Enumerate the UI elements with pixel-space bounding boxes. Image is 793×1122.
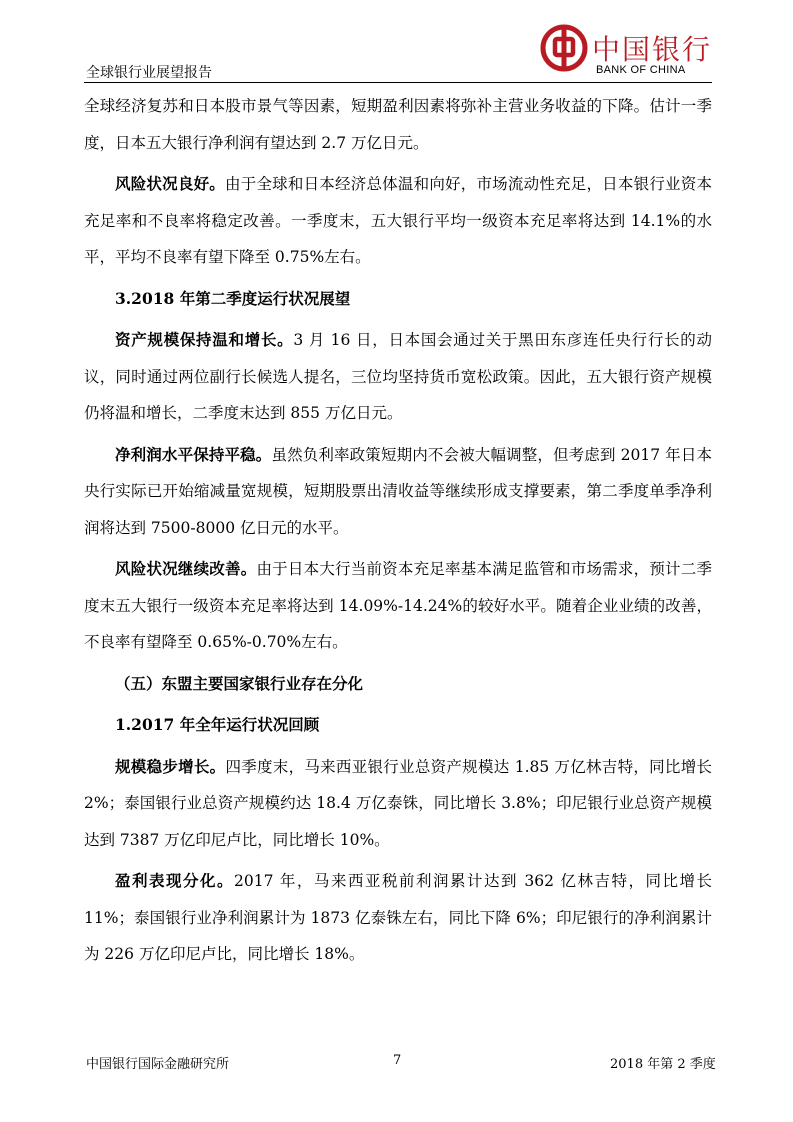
page-number: 7 bbox=[393, 1053, 402, 1068]
paragraph bbox=[84, 749, 712, 859]
paragraph-lead: 风险状况继续改善。 bbox=[115, 559, 257, 578]
paragraph-lead: 盈利表现分化。 bbox=[115, 871, 235, 890]
paragraph-lead: 净利润水平保持平稳。 bbox=[115, 444, 272, 464]
section-heading: 3.2018 年第二季度运行状况展望 bbox=[115, 288, 351, 308]
footer-publisher: 中国银行国际金融研究所 bbox=[86, 1057, 230, 1072]
paragraph bbox=[84, 88, 712, 161]
header-divider bbox=[84, 82, 712, 83]
paragraph bbox=[84, 863, 712, 973]
paragraph-text: 虽然负利率政策短期内不会被大幅调整，但考虑到 2017 年日本央行实际已开始缩减量宽规模，短期股票出清收益等继续形成支撑要素，第二季度单季净利润将达到 7500-8000 亿日元的水平。 bbox=[84, 445, 712, 537]
paragraph-text: 由于日本大行当前资本充足率基本满足监管和市场需求，预计二季度末五大银行一级资本充足率将达到 14.09%-14.24%的较好水平。随着企业业绩的改善，不良率有望降至 0.65%-0.70%左右。 bbox=[84, 560, 712, 651]
paragraph-text: 由于全球和日本经济总体温和向好，市场流动性充足，日本银行业资本充足率和不良率将稳定改善。一季度末，五大银行平均一级资本充足率将达到 14.1%的水平，平均不良率有望下降至 0.75%左右。 bbox=[84, 175, 712, 266]
paragraph bbox=[84, 166, 712, 276]
section-heading: 1.2017 年全年运行状况回顾 bbox=[115, 715, 320, 734]
paragraph-lead: 资产规模保持温和增长。 bbox=[115, 330, 294, 349]
paragraph-text: 2017 年，马来西亚税前利润累计达到 362 亿林吉特，同比增长 11%；泰国银行业净利润累计为 1873 亿泰铢左右，同比下降 6%；印尼银行的净利润累计为 226 万亿印尼卢比，同比增长 18%。 bbox=[84, 872, 712, 963]
paragraph-lead: 风险状况良好。 bbox=[115, 174, 226, 193]
report-title: 全球银行业展望报告 bbox=[86, 65, 212, 81]
logo-en-text: BANK OF CHINA bbox=[596, 64, 686, 76]
logo-cn-text: 中国银行 bbox=[592, 33, 713, 66]
document-body bbox=[84, 88, 712, 978]
paragraph bbox=[84, 437, 712, 547]
paragraph-text: 全球经济复苏和日本股市景气等因素，短期盈利因素将弥补主营业务收益的下降。估计一季度，日本五大银行净利润有望达到 2.7 万亿日元。 bbox=[84, 97, 712, 152]
section-heading: （五）东盟主要国家银行业存在分化 bbox=[115, 673, 364, 693]
paragraph bbox=[84, 322, 712, 432]
bank-of-china-logo-icon bbox=[540, 24, 588, 72]
bank-logo bbox=[540, 24, 715, 80]
paragraph-lead: 规模稳步增长。 bbox=[115, 756, 226, 776]
footer-period: 2018 年第 2 季度 bbox=[610, 1057, 716, 1072]
paragraph-text: 四季度末，马来西亚银行业总资产规模达 1.85 万亿林吉特，同比增长 2%；泰国银行业总资产规模约达 18.4 万亿泰铢，同比增长 3.8%；印尼银行业总资产规模达到 7387 万亿印尼卢比，同比增长 10%。 bbox=[84, 757, 712, 849]
paragraph bbox=[84, 551, 712, 661]
paragraph-text: 3 月 16 日，日本国会通过关于黑田东彦连任央行行长的动议，同时通过两位副行长候选人提名，三位均坚持货币宽松政策。因此，五大银行资产规模仍将温和增长，二季度末达到 855 万亿日元。 bbox=[84, 331, 712, 422]
